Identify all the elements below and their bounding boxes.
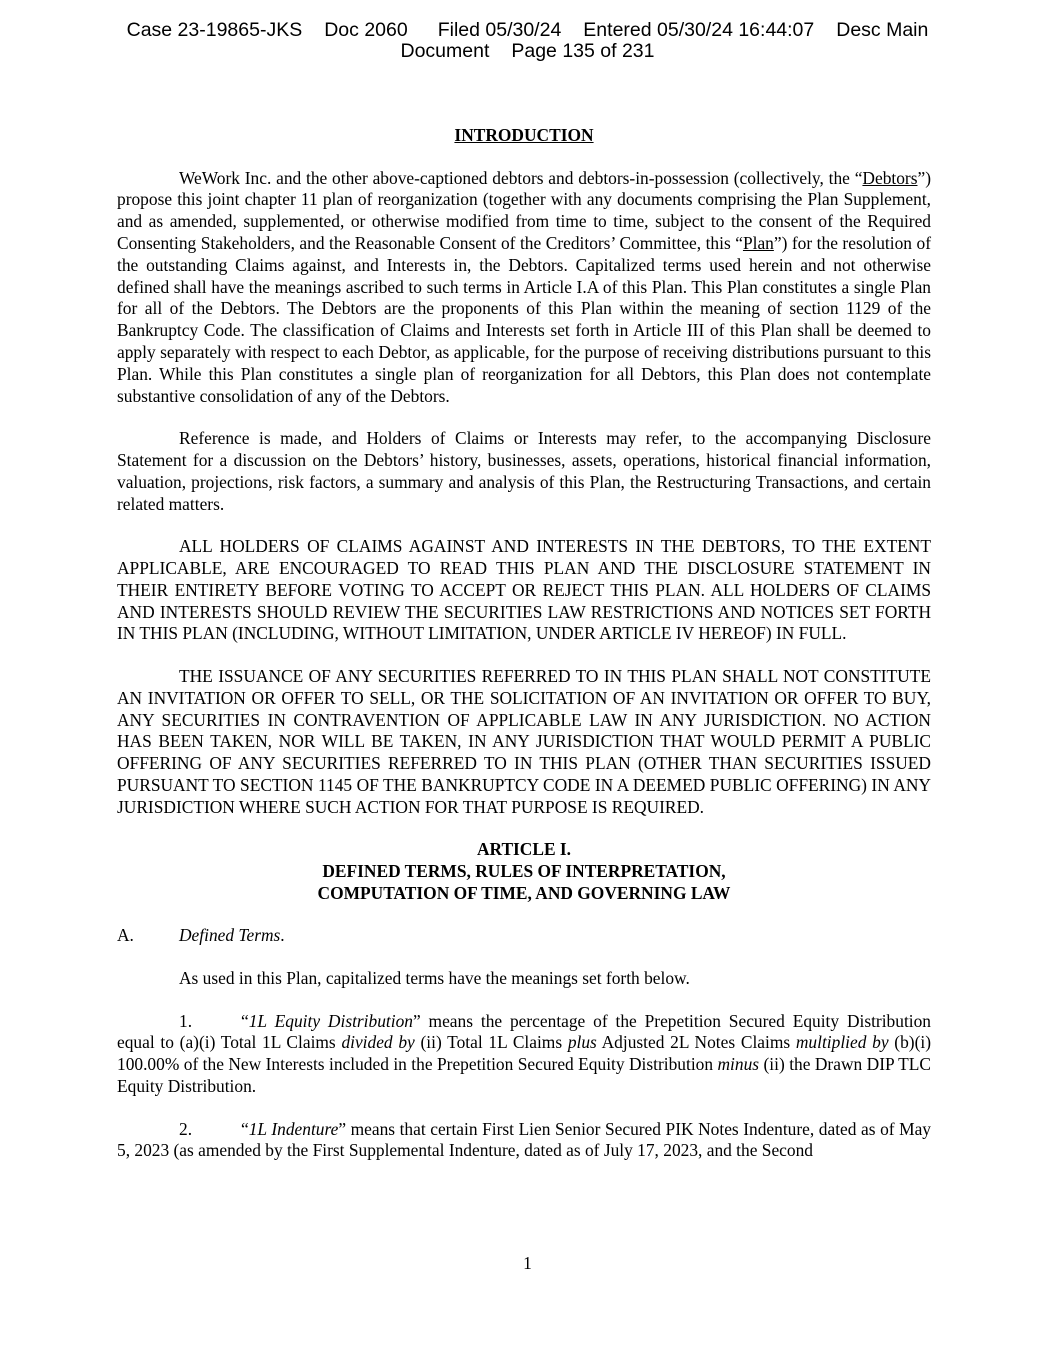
article-title-line-1: DEFINED TERMS, RULES OF INTERPRETATION, [322,861,726,882]
document-label: Document [400,40,490,62]
header-line-2 [0,41,1055,62]
header-line-1 [0,20,1055,41]
desc: Desc Main [836,19,929,41]
article-number: ARTICLE I. [476,839,572,860]
definition-2: 2. “1L Indenture” means that certain First Lien Senior Secured PIK Notes Indenture, dated as of May 5, 2023 (as amended by the First Supplemental Indenture, dated as of July 17, 2023, and the Second [117,1118,931,1161]
definition-1: 1. “1L Equity Distribution” means the percentage of the Prepetition Secured Equity Distribution equal to (a)(i) Total 1L Claims divided by (ii) Total 1L Claims plus Adjusted 2L Notes Claims multiplied by (b)(i) 100.00% of the New Interests included in the Prepetition Secured Equity Distribution minus (ii) the Drawn DIP TLC Equity Distribution. [117,1010,931,1097]
doc-number: Doc 2060 [324,19,408,41]
page-number: 1 [523,1253,532,1273]
article-heading [117,839,931,904]
intro-paragraph-2: Reference is made, and Holders of Claims or Interests may refer, to the accompanying Disclosure Statement for a discussion on the Debtors’ history, businesses, assets, operations, historical financial information, valuation, projections, risk factors, a summary and analysis of this Plan, the Restructuring Transactions, and certain related matters. [117,428,931,514]
defined-term: 1L Equity Distribution [248,1010,413,1031]
section-a-heading: A. Defined Terms. [117,925,285,946]
filed-date: Filed 05/30/24 [437,19,562,41]
page-indicator: Page 135 of 231 [511,40,655,62]
intro-paragraph-4: THE ISSUANCE OF ANY SECURITIES REFERRED TO IN THIS PLAN SHALL NOT CONSTITUTE AN INVITATION OR OFFER TO SELL, OR THE SOLICITATION OF AN INVITATION OR OFFER TO BUY, ANY SECURITIES IN CONTRAVENTION OF APPLICABLE LAW IN ANY JURISDICTION. NO ACTION HAS BEEN TAKEN, NOR WILL BE TAKEN, IN ANY JURISDICTION THAT WOULD PERMIT A PUBLIC OFFERING OF ANY SECURITIES REFERRED TO IN THIS PLAN (OTHER THAN SECURITIES ISSUED PURSUANT TO SECTION 1145 OF THE BANKRUPTCY CODE IN A DEEMED PUBLIC OFFERING) IN ANY JURISDICTION WHERE SUCH ACTION FOR THAT PURPOSE IS REQUIRED. [117,665,931,817]
article-title-line-2: COMPUTATION OF TIME, AND GOVERNING LAW [317,882,731,903]
definition-number: 1. [179,1010,193,1031]
section-title: Defined Terms [179,925,281,946]
document-body [117,125,931,1183]
intro-paragraph-3: ALL HOLDERS OF CLAIMS AGAINST AND INTERESTS IN THE DEBTORS, TO THE EXTENT APPLICABLE, ARE ENCOURAGED TO READ THIS PLAN AND THE DISCLOSURE STATEMENT IN THEIR ENTIRETY BEFORE VOTING TO ACCEPT OR REJECT THIS PLAN. ALL HOLDERS OF CLAIMS AND INTERESTS SHOULD REVIEW THE SECURITIES LAW RESTRICTIONS AND NOTICES SET FORTH IN THIS PLAN (INCLUDING, WITHOUT LIMITATION, UNDER ARTICLE IV HEREOF) IN FULL. [117,536,931,644]
court-filing-header [0,20,1055,62]
defined-term-debtors: Debtors [862,167,918,188]
intro-paragraph-1: WeWork Inc. and the other above-captioned debtors and debtors-in-possession (collectively, the “Debtors”) propose this joint chapter 11 plan of reorganization (together with any documents comprising the Plan Supplement, and as amended, supplemented, or otherwise modified from time to time, subject to the consent of the Required Consenting Stakeholders, and the Reasonable Consent of the Creditors’ Committee, this “Plan”) for the resolution of the outstanding Claims against, and Interests in, the Debtors. Capitalized terms used herein and not otherwise defined shall have the meanings ascribed to such terms in Article I.A of this Plan. This Plan constitutes a single Plan for all of the Debtors. The Debtors are the proponents of this Plan within the meaning of section 1129 of the Bankruptcy Code. The classification of Claims and Interests set forth in Article III of this Plan shall be deemed to apply separately with respect to each Debtor, as applicable, for the purpose of receiving distributions pursuant to this Plan. While this Plan constitutes a single plan of reorganization for all Debtors, this Plan does not contemplate substantive consolidation of any of the Debtors. [117,167,931,406]
case-number: Case 23-19865-JKS [126,19,303,41]
defined-term-plan: Plan [742,232,774,253]
definition-number: 2. [179,1118,193,1139]
section-number: A. [117,925,134,946]
defined-term: 1L Indenture [248,1118,339,1139]
section-a-intro: As used in this Plan, capitalized terms have the meanings set forth below. [179,968,690,989]
entered-date: Entered 05/30/24 16:44:07 [583,19,815,41]
introduction-title: INTRODUCTION [454,125,594,145]
